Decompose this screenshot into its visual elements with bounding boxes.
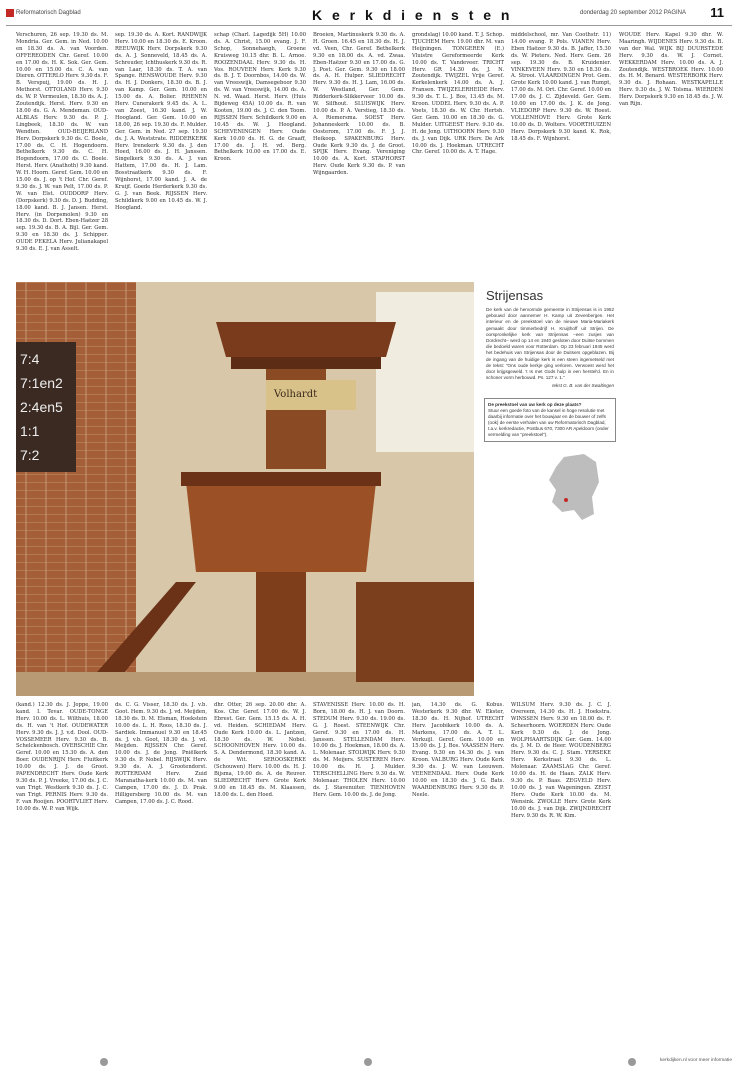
svg-text:2:4en5: 2:4en5 (20, 399, 63, 415)
column-top-6 (511, 32, 611, 278)
column-text: Verschuren, 26 sep. 19.30 ds. M. Mondria. Ger. Gem. in Ned. 10.00 en 18.30 ds. A. van Voorden. OFFEREODEN Chr. Geref. 10.00 en 17.00 ds. H. K. Sok. Ger. Gem. 10.00 en 15.00 ds. C. A. van Dieren. OTTERLO Herv. 9.30 ds. F. B. Verspuij, 19.00 ds. H. J. Methorst. OTTOLAND Herv. 9.30 ds. W. P. Vermeulen, 18.30 ds. A. J. Zoutendijk. Herst. Herv. 9.30 en 18.00 ds. G. A. Mendeman. OUD-ALBLAS Herv. 9.30 ds. P. J. Lingbeek, 18.30 ds. W. van Wendten. OUD-BEIJERLAND Herv. Dorpskerk 9.30 ds. C. Boele, 17.00 ds. C. H. Hogendoorn. Bethelkerk 9.30 ds. C. H. Hogendoorn, 17.00 ds. C. Boele. Herst. Herv. (Anathoth) 9.30 kand. W. H. Hoorn. Geref. Gem. 10.00 en 15.00 ds. J. op 't Hof. Chr. Geref. 9.30 ds. J. W. van Pelt, 17.00 ds. P. W. van Elst. OUDDORP Herv. (Dorpskerk) 9.30 ds. D. J. Budding, 18.00 kand. B. J. Jansen. Herst. Herv. (in Dorpsmolen) 9.30 en 18.30 ds. D. Dort. Eben-Haëzer 28 sep. 19.30 ds. B. A. Bijl. Ger. Gem. 9.30 en 18.30 ds. J. Schipper. OUDE PEKELA Herv. Julianakapel 9.30 ds. E. J. van Asselt. (16, 32, 108, 253)
issue-date: donderdag 20 september 2012 PAGINA (580, 10, 686, 16)
column-right (619, 32, 723, 1050)
submission-body: Stuur een goede foto van de kansel in hoge resolutie met daarbij informatie over het bouwjaar en de bouwer of zelfs (ook) de eerste verhalen van uw Reformatorisch Dagblad, t.a.v. kerkredactie, Postbus 670, 7300 AR Apeldoorn (onder vermelding van “preekstoel”). (488, 407, 609, 437)
column-text: jan, 14.30 ds. G. Kobus. Westerkerk 9.30 dhr. W. Ekster, 18.30 ds. H. Nijhof. UTRECHT Herv. Jacobikerk 10.00 ds. A. Markens, 17.00 ds. A. T. L. Verkuijl. Geref. Gem. 10.00 en 15.00 ds. J. J. Bos. VAASSEN Herv. Evang. 9.30 en 14.30 ds. J. van Kroon. VALBURG Herv. Oude Kerk 9.30 ds. J. W. van Leeuwen. VEENENDAAL Herv. Oude Kerk 10.00 en 18.30 ds. J. G. Bats. WAARDENBURG Herv. 9.30 ds. P. Neele. (412, 702, 504, 798)
svg-text:7:4: 7:4 (20, 351, 40, 367)
registration-mark-icon (100, 1058, 108, 1066)
svg-text:7:1en2: 7:1en2 (20, 375, 63, 391)
footer-link[interactable]: kerkdijken.nl voor meer informatie (660, 1058, 732, 1063)
column-text: (kand.) 12.30 ds. J. Joppe, 19.00 kand. I. Tevar. OUDE-TONGE Herv. 10.00 ds. L. Wilthuis, 18.00 ds. H. van 't Hof. OUDEWATER Herv. 9.30 ds. J. J. v.d. Dool. OUD-VOSSEMEER Herv. 9.30 ds. B. Schelckenbosch. OVERSCHIE Chr. Geref. 10.00 en 15.30 ds. A. den Boer. OUDENRIJN Herv. Fluitkerk 10.00 ds. J. J. de Groot. PAPENDRECHT Herv. Oude Kerk 9.30 ds. P. J. Vreeke, 17.00 ds. J. C. van Trigt. Westkerk 9.30 ds. J. C. van Trigt. PERNIS Herv. 9.30 ds. F. van Rooijen. POORTVLIET Herv. 10.00 ds. W. P. van Wijk. (16, 702, 108, 812)
column-bottom-1 (16, 702, 108, 1050)
column-text: WILSUM Herv. 9.30 ds. J. C. J. Overeem, 14.30 ds. H. J. Hoekstra. WINSSEN Herv. 9.30 en 18.00 ds. F. Scheerhoorn. WOERDEN Herv. Oude Kerk 9.30 ds. J. de Jong. WOLPHAARTSDIJK Ger. Gem. 14.00 ds. J. M. D. de Heer. WOUDENBERG Herv. 9.30 ds. C. J. Stam. YERSEKE Herv. Kerkstraat 9.30 ds. L. Molenaar. ZAAMSLAG Chr. Geref. 10.00 ds. H. de Haan. ZALK Herv. 9.30 ds. P. Baas. ZEGVELD Herv. 10.00 ds. J. van Wageningen. ZEIST Herv. Oude Kerk 10.00 ds. M. Wensink. ZWOLLE Herv. Grote Kerk 10.00 ds. J. van Dijk. ZWIJNDRECHT Herv. 9.30 ds. R. W. Kim. (511, 702, 611, 819)
netherlands-map-icon (544, 452, 604, 522)
column-bottom-3 (214, 702, 306, 1050)
registration-mark-icon (628, 1058, 636, 1066)
svg-text:1:1: 1:1 (20, 423, 40, 439)
sidebar-credit: tekst G. B. van der Swaltingen (552, 383, 614, 389)
column-text: ds. C. G. Visser, 18.30 ds. J. v.b. Goot. Hem. 9.30 ds. J. vd. Meijden, 18.30 ds. D. M. Elsman, Hoekstein 10.00 ds. L. H. Roos, 18.30 ds. J. Sardiek. Immanuel 9.30 en 18.45 ds. J. v.b. Goot, 18.30 ds. J. vd. Meijden. RIJSSEN Chr. Geref. 10.00 ds. J. de Jong. Pniëlkerk 9.30 ds. P. Nobel. RIJSWIJK Herv. 9.30 ds. A. J. Grootendorst. ROTTERDAM Herv. Zuid Maranatha-kerk 10.00 ds. M. van Campen, 17.00 ds. J. D. Prak. Hilligersberg 10.00 ds. M. van Campen, 17.00 ds. J. C. Rood. (115, 702, 207, 805)
column-text: middelschool, mr. Van Coothstr. 11) 14.00 evang. P. Pols. VIANEN Herv. Eben Haëzer 9.30 ds. B. Jaffer, 15.30 ds. W. Pieters. Ned. Herv. Gem. 26 sep. 19.30 ds. B. Kruidenier. VINKEVEEN Herv. 9.30 en 18.30 ds. A. Strooi. VLAARDINGEN Prot. Gem. Grote Kerk 10.00 kand. J. van Rumpt, 17.00 ds. M. Ort. Chr. Geref. 10.00 en 17.00 ds. J. C. Zijdeveld. Ger. Gem. 10.00 en 17.00 ds. J. K. de Jong. VLIEDORP Herv. 9.30 ds. W. Roest. VOLLENHOVE Herv. Grote Kerk 10.00 ds. D. Wolters. VOORTHUIZEN Herv. Dorpskerk 9.30 kand. K. Rok, 18.45 ds. F. Wijnhorst. (511, 32, 611, 142)
page-number: 11 (710, 5, 724, 20)
publication-name: Reformatorisch Dagblad (16, 10, 81, 16)
section-title: K e r k d i e n s t e n (312, 7, 513, 23)
column-bottom-5 (412, 702, 504, 1050)
svg-text:Volhardt: Volhardt (274, 389, 318, 400)
header-rule (6, 25, 732, 26)
column-text: Broeien, Martinuskerk 9.30 ds. A. H. Groen. 16.45 en 18.30 ds. H. J. vd. Veen, Chr. Geref. Bethelkerk 9.30 en 18.00 ds. A. vd. Zwaa. Eben-Haëzer 9.30 en 17.00 ds. G. J. Post. Ger. Gem. 9.30 en 18.00 ds. A. H. Hulper. SLIEDRECHT Herv. 9.30 ds. H. J. Lam, 16.00 ds. W. Westland, Ger. Gem. Ridderkerk-Slikkerveer 10.00 ds. W. Silfhout. SLUISWIJK Herv. 10.00 ds. P. A. Verstieg, 18.30 ds. A. Riemersma. SOEST Herv. Johanneskerk 10.00 ds. B. Oosterom, 17.00 ds. F. J. J. Heikoop. SPAKENBURG Herv. Oude Kerk 9.30 ds. J. de Groot. SPIJK Herv. Evang. Vereniging 10.00 ds. A. Kort. STAPHORST Herv. Oude Kerk 9.30 ds. P. van Wijngaarden. (313, 32, 405, 177)
column-bottom-6 (511, 702, 611, 1050)
column-bottom-2 (115, 702, 207, 1050)
svg-text:7:2: 7:2 (20, 447, 40, 463)
column-top-5 (412, 32, 504, 278)
column-text: sep. 19.30 ds. A. Kort. RANDWIJK Herv. 10.00 en 18.30 ds. E. Kroon. REEUWIJK Herv. Dorpskerk 9.30 ds. A. J. Sonneveld, 18.45 ds. A. Schreuder, Ichthuskerk 9.30 ds. R. van Laar, 18.30 ds. T. A. van Spange. RENSWOUDE Herv. 9.30 ds. H. J. Donkers, 18.30 ds. B. J. van Kamp. Ger. Gem. 10.00 en 15.00 ds. A. Bolier. RHENEN Herv. Cunerakerk 9.45 ds. A. L. van Zoest, 16.30 kand. J. W. Hoogland. Ger. Gem. 10.00 en 18.00, 26 sep. 19.30 ds. F. Mulder. Ger. Gem. in Ned. 27 sep. 19.30 ds. J. A. Weststrate. RIDDERKERK Herv. Irenekerk 9.30 ds. J. den Hoed, 16.00 ds. J. H. Janssen. Singelkerk 9.30 ds. A. J. van Hattem, 17.00 ds. H. J. Lam. Bosstraatkerk 9.30 ds. F. Wijnhorst, 17.00 kand. J. A. de Kruijf. Goede Herderkerk 9.30 ds. G. J. van Beek. RIJSSEN Herv. Schildkerk 9.00 en 10.45 ds. W. J. Hoogland. (115, 32, 207, 211)
pulpit-illustration (16, 282, 474, 696)
column-text: grondslag) 10.00 kand. T. J. Schop. TJUCHEM Herv. 19.00 dhr. M. van Heijningen. TONGEREN (E.) Vluistre Gereformeerde Kerk 10.00 ds. T. Vandeveer. TRICHT Herv. GR 14.30 ds. J. N. Zoutendijk. TWIJZEL Vrije Geref. Kerkelenkerk 14.00 ds. A. J. Fransen. TWIJZELERHEIDE Herv. 9.30 ds. T. L. J. Bos, 13.45 ds. M. Kroon. UDDEL Herv. 9.30 ds. A. P. Voets, 18.30 ds. W. Chr. Hertsh. Ger. Gem. 10.00 en 18.30 ds. G. Mulder. UITGEEST Herv. 9.30 ds. H. de Jong. UITHOORN Herv. 9.30 ds. J. van Dijk. URK Herv. De Ark 10.00 ds. J. Hoekman. UTRECHT Chr. Geref. 10.00 ds. A. T. Hage. (412, 32, 504, 156)
column-text: WOUDE Herv. Kapel 9.30 dhr. W. Maaringh. WIJDENES Herv. 9.30 ds. B. van der Wal. WIJK BIJ DUURSTEDE Herv. 9.30 ds. W. J. Cornet. WEKKERDAM Herv. 10.00 ds. A. J. Zoutendijk. WESTBROEK Herv. 10.00 ds. H. M. Benard. WESTERBORK Herv. 9.30 ds. J. Rohaan. WESTKAPELLE Herv. 9.30 ds. J. W. Tolsma. WIERDEN Herv. Dorpskerk 9.30 en 18.45 ds. J. W. van Rijn. (619, 32, 723, 108)
sidebar-title: Strijensas (486, 288, 544, 303)
newspaper-logo-icon (6, 9, 14, 17)
column-bottom-4 (313, 702, 405, 1050)
column-top-4 (313, 32, 405, 278)
submission-box (484, 398, 616, 442)
page-header (0, 0, 738, 30)
column-text: schap (Charl. Lagedijk 5H) 10.00 ds. A. Christ, 15.00 evang. J. F. Schop, Sonnehaegh, Groene Kruisweg 10.15 dhr. B. L. Arnoe. ROOZENDAAL Herv. 9.30 ds. H. Vos. ROUVEEN Herv. Kerk 9.30 ds. B. J. T. Doornbos, 14.00 ds. W. van Vreeswijk, Damsegeboor 9.30 ds. W. van Vreeswijk, 14.00 ds. A. N. vd. Waad. Herst. Herv. (Huis Bijdeweg 45A) 10.00 ds. R. van Kooten, 19.00 ds. J. C. den Toom. RIJSSEN Herv. Schildkerk 9.00 en 10.45 ds. W. J. Hoogland. SCHEVENINGEN Herv. Oude Kerk 10.00 ds. H. G. de Graaff, 17.00 ds. J. H. vd. Berg. Bethelkerk 10.00 en 17.00 ds. E. Kroon. (214, 32, 306, 163)
column-top-3 (214, 32, 306, 278)
pulpit-photo (16, 282, 474, 696)
sidebar-panel (484, 282, 616, 696)
submission-title: De preekstoel van uw kerk op deze plaats? (488, 401, 582, 407)
sidebar-body: De kerk van de hervormde gemeente in Strijensas is in 1952 gebouwd door aannemer H. Kamp uit Zevenbergen. Het interieur en de preekstoel van de nieuwe Maria-Mariakerk gemaakt door timmerbedrijf H. Kruijthoff uit Strijen. De oorspronkelijke kerk van Strijensas –een zusjes van Dordrecht– werd op 14 en 1940 gesloten door Duitse bommen die bedoeld waren voor Rotterdam. Op 23 februari 1945 werd het bedehuis van Strijensas door de Duitsers opgeblazen. Bij de ingang van de huidige kerk is een steen ingemetseld met de tekst: “Ons oude kerkje ging verloren. Verwoest werd het door krijgsgeweld. 't Is met Gods hulp in een herstel'd. En in schoner vorm herbouwd. Ps. 127 v. 1.” (486, 307, 614, 381)
column-text: dhr. Otter, 26 sep. 20.00 dhr. A. Kos. Chr. Geref. 17.00 ds. W. J. Ebrest. Ger. Gem. 15.15 ds. A. H. vd. Heiden. SCHIEDAM Herv. Oude Kerk 10.00 ds. L. Jantzen, 18.30 ds. W. Nobel. SCHOONHOVEN Herv. 10.00 ds. S. A. Dendermond, 18.30 kand. A. de Wit. SEROOSKERKE (Schouwen) Herv. 10.00 ds. H. J. Bijsma, 19.00 ds. A. de Reuver. SLIEDRECHT Herv. Grote Kerk 9.00 en 18.45 ds. M. Klaassen, 18.00 ds. L. den Hoed. (214, 702, 306, 798)
column-top-2 (115, 32, 207, 278)
registration-mark-icon (364, 1058, 372, 1066)
column-text: STAVENISSE Herv. 10.00 ds. H. Born, 18.00 ds. H. J. van Doorn. STEDUM Herv. 9.30 ds. 19.00 ds. G. J. Roest. STEENWIJK Chr. Geref. 9.30 en 17.00 ds. H. Janssen. STELLENDAM Herv. 10.00 ds. J. Hoekman, 18.00 ds. A. L. Molenaar. STOLWIJK Herv. 9.30 ds. M. Meijers. SUSTEREN Herv. 10.00 ds. H. J. Mulder. TERSCHELLING Herv. 9.30 ds. W. Molenaar. THOLEN Herv. 10.00 ds. J. Stavenuiter. TIENHOVEN Herv. Gem. 10.00 ds. J. de Jong. (313, 702, 405, 798)
column-top-1 (16, 32, 108, 278)
